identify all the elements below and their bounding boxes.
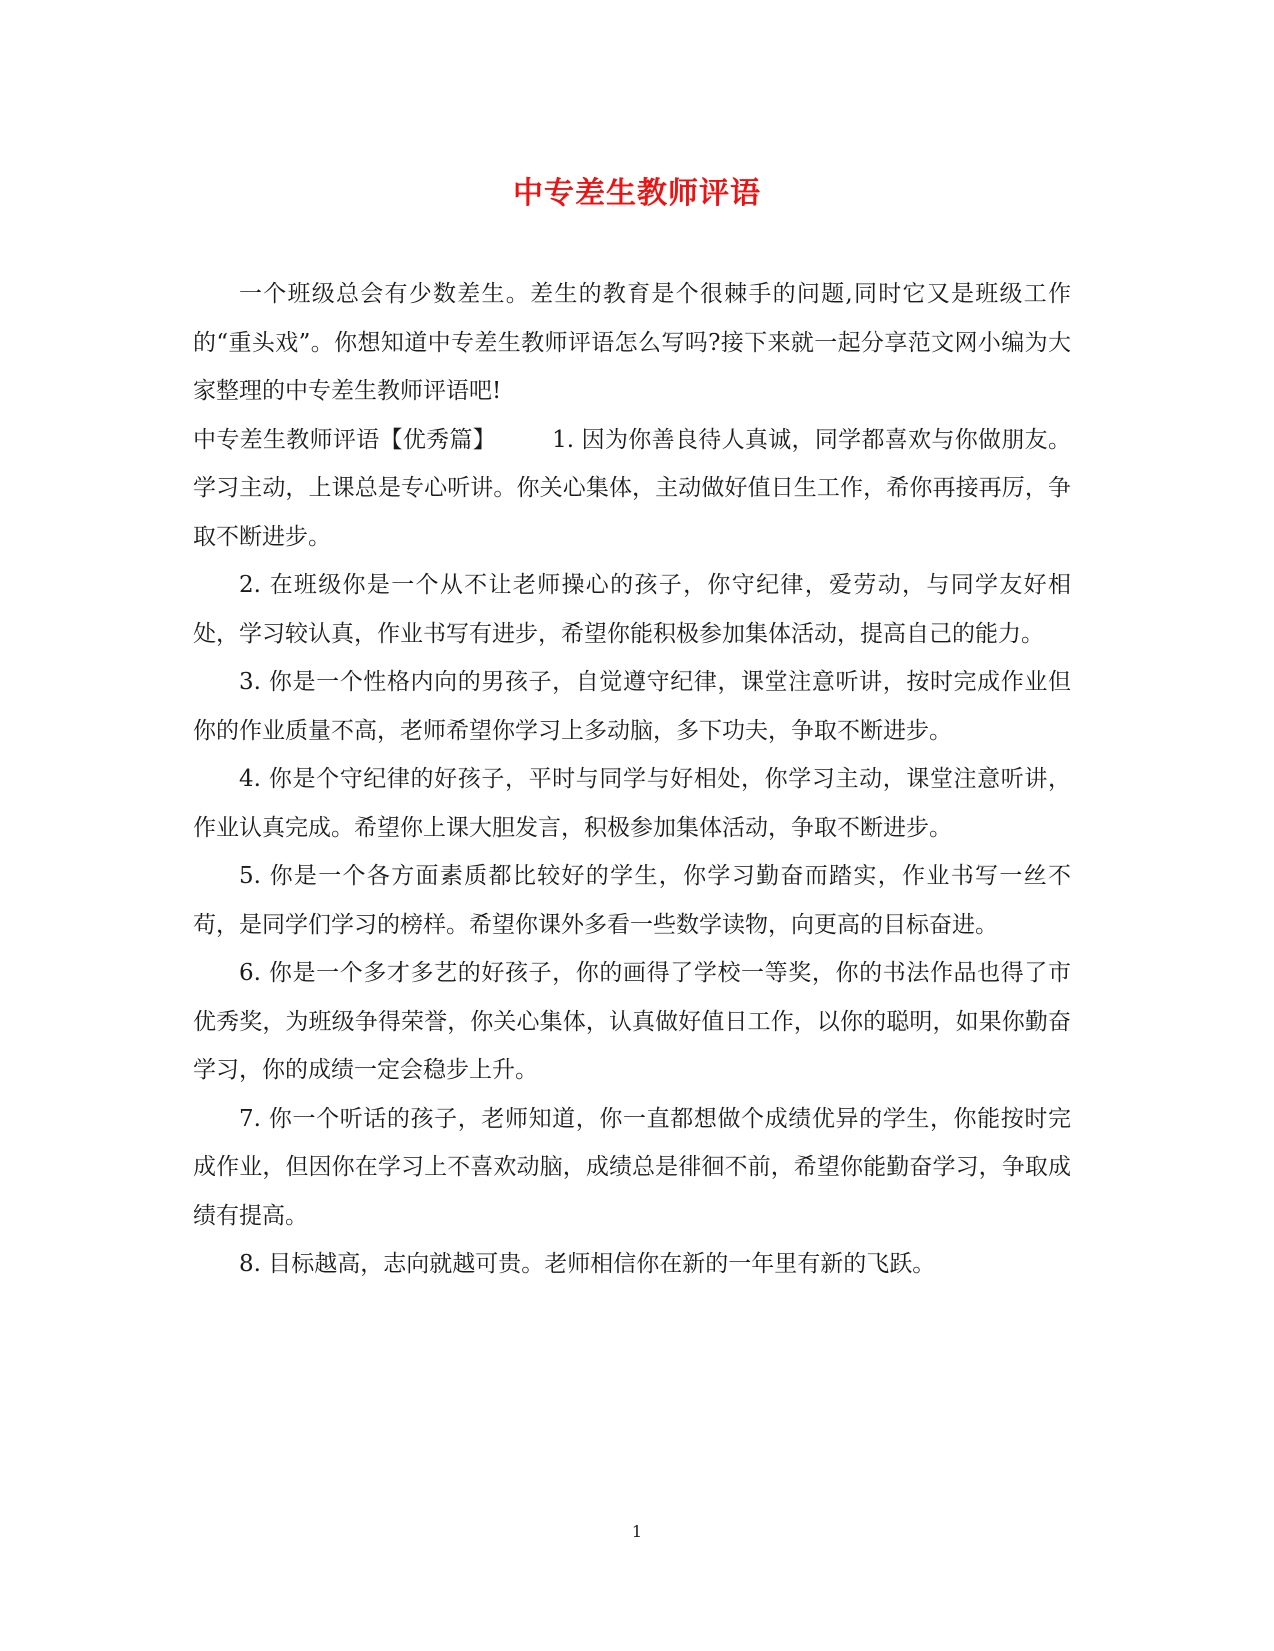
comment-item-2: 2. 在班级你是一个从不让老师操心的孩子，你守纪律，爱劳动，与同学友好相处，学习较认真，作业书写有进步，希望你能积极参加集体活动，提高自己的能力。 bbox=[193, 572, 1071, 647]
document-title: 中专差生教师评语 bbox=[513, 176, 761, 211]
page-number: 1 bbox=[631, 1522, 643, 1541]
comment-item-4: 4. 你是个守纪律的好孩子，平时与同学与好相处，你学习主动，课堂注意听讲，作业认真完成。希望你上课大胆发言，积极参加集体活动，争取不断进步。 bbox=[193, 766, 1071, 841]
comment-item-6: 6. 你是一个多才多艺的好孩子，你的画得了学校一等奖，你的书法作品也得了市优秀奖，为班级争得荣誉，你关心集体，认真做好值日工作，以你的聪明，如果你勤奋学习，你的成绩一定会稳步上升。 bbox=[193, 960, 1071, 1083]
comment-item-8: 8. 目标越高，志向就越可贵。老师相信你在新的一年里有新的飞跃。 bbox=[239, 1251, 936, 1277]
comment-item-1: 1. 因为你善良待人真诚，同学都喜欢与你做朋友。学习主动，上课总是专心听讲。你关心集体，主动做好值日生工作，希你再接再厉，争取不断进步。 bbox=[193, 426, 1071, 550]
comment-item-5: 5. 你是一个各方面素质都比较好的学生，你学习勤奋而踏实，作业书写一丝不苟，是同学们学习的榜样。希望你课外多看一些数学读物，向更高的目标奋进。 bbox=[193, 863, 1071, 938]
comment-item-3: 3. 你是一个性格内向的男孩子，自觉遵守纪律，课堂注意听讲，按时完成作业但你的作业质量不高，老师希望你学习上多动脑，多下功夫，争取不断进步。 bbox=[193, 669, 1071, 744]
section-paragraph bbox=[193, 416, 1071, 562]
section-heading: 中专差生教师评语【优秀篇】 bbox=[193, 426, 497, 453]
intro-paragraph: 一个班级总会有少数差生。差生的教育是个很棘手的问题,同时它又是班级工作的“重头戏”。你想知道中专差生教师评语怎么写吗?接下来就一起分享范文网小编为大家整理的中专差生教师评语吧! bbox=[193, 281, 1071, 404]
document-body bbox=[193, 270, 1071, 1289]
comment-item-7: 7. 你一个听话的孩子，老师知道，你一直都想做个成绩优异的学生，你能按时完成作业，但因你在学习上不喜欢动脑，成绩总是徘徊不前，希望你能勤奋学习，争取成绩有提高。 bbox=[193, 1105, 1071, 1229]
